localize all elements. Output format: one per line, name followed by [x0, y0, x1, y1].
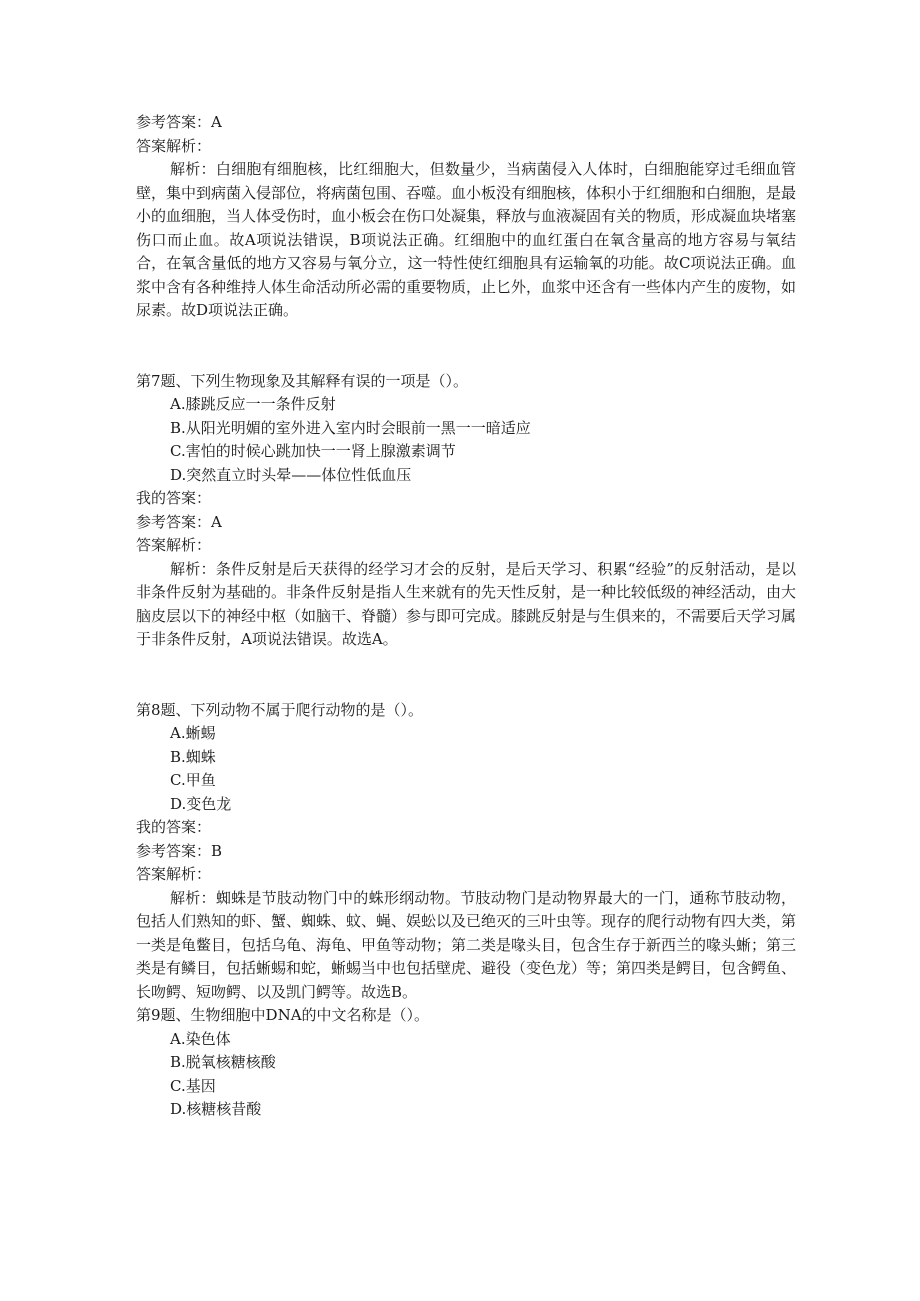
q6-ref-answer: 参考答案：A	[136, 113, 222, 131]
q7-question: 第7题、下列生物现象及其解释有误的一项是（）。	[136, 371, 469, 390]
q7-ref-answer: 参考答案：A	[136, 512, 222, 531]
q7-option-d: D.突然直立时头晕——体位性低血压	[170, 465, 412, 484]
q7-option-c: C.害怕的时候心跳加快一一肾上腺激素调节	[170, 442, 456, 460]
q8-option-c: C.甲鱼	[170, 771, 216, 789]
q8-option-a: A.蜥蜴	[170, 724, 216, 742]
q6-analysis-label: 答案解析：	[136, 136, 212, 155]
q8-option-b: B.蜘蛛	[170, 747, 216, 766]
q6-analysis: 解析：白细胞有细胞核，比红细胞大，但数量少，当病菌侵入人体时，白细胞能穿过毛细血管壁，集中到病菌入侵部位，将病菌包围、吞噬。血小板没有细胞核，体积小于红细胞和白细胞，是最小的血细胞，当人体受伤时，血小板会在伤口处凝集，释放与血液凝固有关的物质，形成凝血块堵塞伤口而止血。故A项说法错误，B项说法正确。红细胞中的血红蛋白在氧含量高的地方容易与氧结合，在氧含量低的地方又容易与氧分立，这一特性使红细胞具有运输氧的功能。故C项说法正确。血浆中含有各种维持人体生命活动所必需的重要物质，止匕外，血浆中还含有一些体内产生的废物，如尿素。故D项说法正确。	[136, 160, 797, 319]
q9-question: 第9题、生物细胞中DNA的中文名称是（）。	[136, 1006, 430, 1024]
document-page	[136, 111, 796, 1122]
q9-option-b: B.脱氧核糖核酸	[170, 1053, 276, 1071]
q8-ref-answer: 参考答案：B	[136, 841, 223, 860]
q9-option-d: D.核糖核昔酸	[170, 1100, 262, 1118]
q8-my-answer: 我的答案：	[136, 818, 212, 836]
q8-question: 第8题、下列动物不属于爬行动物的是（）。	[136, 700, 424, 719]
q9-option-a: A.染色体	[170, 1029, 231, 1048]
q8-analysis-label: 答案解析：	[136, 865, 212, 883]
q7-option-a: A.膝跳反应一一条件反射	[170, 395, 336, 413]
q7-option-b: B.从阳光明媚的室外进入室内时会眼前一黑一一暗适应	[170, 418, 531, 437]
spacer	[136, 652, 796, 699]
q8-analysis: 解析：蜘蛛是节肢动物门中的蛛形纲动物。节肢动物门是动物界最大的一门，通称节肢动物，包括人们熟知的虾、蟹、蜘蛛、蚊、蝇、娱蚣以及已绝灭的三叶虫等。现存的爬行动物有四大类，第一类是龟鳖目，包括乌龟、海龟、甲鱼等动物；第二类是喙头目，包含生存于新西兰的喙头蜥；第三类是有鳞目，包括蜥蜴和蛇，蜥蜴当中也包括壁虎、避役（变色龙）等；第四类是鳄目，包含鳄鱼、长吻鳄、短吻鳄、以及凯门鳄等。故选B。	[136, 888, 797, 1001]
q7-analysis-label: 答案解析：	[136, 536, 212, 554]
spacer	[136, 323, 796, 370]
q7-my-answer: 我的答案：	[136, 489, 212, 507]
q7-analysis: 解析：条件反射是后天获得的经学习才会的反射，是后天学习、积累“经验”的反射活动，是以非条件反射为基础的。非条件反射是指人生来就有的先天性反射，是一种比较低级的神经活动，由大脑皮层以下的神经中枢（如脑干、脊髓）参与即可完成。膝跳反射是与生俱来的，不需要后天学习属于非条件反射，A项说法错误。故选A。	[136, 559, 797, 648]
q8-option-d: D.变色龙	[170, 794, 232, 813]
q9-option-c: C.基因	[170, 1076, 216, 1095]
